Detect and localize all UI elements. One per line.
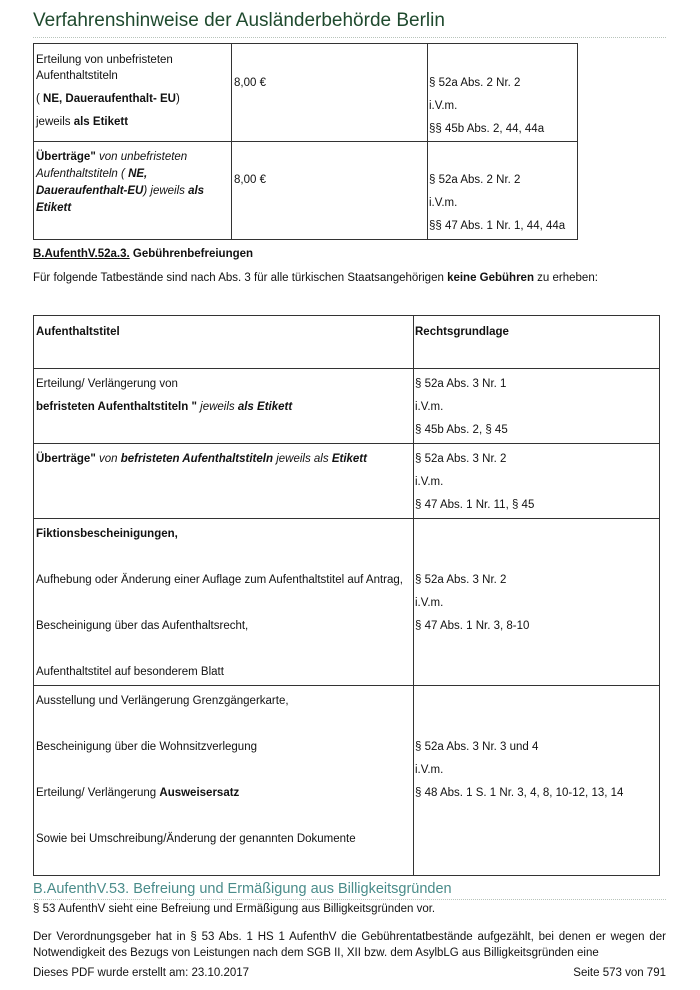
cell-text: Aufhebung oder Änderung einer Auflage zum Aufenthaltstitel auf Antrag,	[36, 574, 403, 586]
header-divider	[33, 37, 666, 38]
cell-text: befristeten Aufenthaltstiteln " jeweils als Etikett	[36, 401, 293, 413]
column-header	[414, 316, 660, 369]
legal-basis-line: § 52a Abs. 3 Nr. 3 und 4	[415, 741, 539, 753]
cell-text: Überträge" von unbefristeten	[36, 151, 188, 163]
legal-basis-line: i.V.m.	[415, 476, 444, 488]
legal-basis-line: § 48 Abs. 1 S. 1 Nr. 3, 4, 8, 10-12, 13, 14	[415, 787, 624, 799]
page-header-title: Verfahrenshinweise der Ausländerbehörde Berlin	[33, 10, 445, 31]
legal-basis-line: i.V.m.	[415, 597, 444, 609]
legal-basis-line: § 52a Abs. 3 Nr. 2	[415, 574, 507, 586]
table-cell	[34, 686, 414, 876]
legal-basis-line: i.V.m.	[415, 401, 444, 413]
legal-basis-line: i.V.m.	[429, 197, 458, 209]
cell-text: Erteilung/ Verlängerung Ausweisersatz	[36, 787, 240, 799]
table-row	[34, 444, 660, 519]
fee-cell	[232, 44, 428, 142]
cell-text: Aufenthaltstiteln ( NE,	[36, 168, 148, 180]
table-row	[34, 519, 660, 686]
section-heading: B.AufenthV.52a.3. Gebührenbefreiungen	[33, 248, 254, 260]
table-row	[34, 686, 660, 876]
cell-text: Aufenthaltstitel auf besonderem Blatt	[36, 666, 224, 678]
legal-basis-line: §§ 45b Abs. 2, 44, 44a	[429, 123, 545, 135]
cell-text: Etikett	[36, 202, 72, 214]
table-row	[34, 142, 578, 240]
cell-text: Daueraufenthalt-EU) jeweils als	[36, 185, 205, 197]
footer-page-number: Seite 573 von 791	[573, 967, 666, 979]
table-cell	[34, 44, 232, 142]
legal-basis-cell	[428, 142, 578, 240]
legal-basis-line: § 47 Abs. 1 Nr. 11, § 45	[415, 499, 535, 511]
cell-text: ( NE, Daueraufenthalt- EU)	[36, 93, 180, 105]
legal-basis-line: § 52a Abs. 3 Nr. 2	[415, 453, 507, 465]
subsection-heading: B.AufenthV.53. Befreiung und Ermäßigung aus Billigkeitsgründen	[33, 881, 452, 897]
legal-basis-line: i.V.m.	[429, 100, 458, 112]
legal-basis-line: § 52a Abs. 2 Nr. 2	[429, 77, 521, 89]
paragraph: § 53 AufenthV sieht eine Befreiung und Ermäßigung aus Billigkeitsgründen vor.	[33, 903, 436, 915]
table-cell	[34, 444, 414, 519]
footer-created-date: Dieses PDF wurde erstellt am: 23.10.2017	[33, 967, 250, 979]
table-row	[34, 369, 660, 444]
cell-text: Überträge" von befristeten Aufenthaltstiteln jeweils als Etikett	[36, 453, 367, 465]
table-cell	[34, 142, 232, 240]
column-header-label: Aufenthaltstitel	[36, 326, 120, 338]
legal-basis-line: § 52a Abs. 3 Nr. 1	[415, 378, 507, 390]
legal-basis-line: § 52a Abs. 2 Nr. 2	[429, 174, 521, 186]
legal-basis-cell	[428, 44, 578, 142]
subsection-divider	[33, 899, 666, 900]
cell-text: Bescheinigung über das Aufenthaltsrecht,	[36, 620, 249, 632]
fee-cell	[232, 142, 428, 240]
cell-text: jeweils als Etikett	[36, 116, 129, 128]
column-header-label: Rechtsgrundlage	[415, 326, 509, 338]
fee-value: 8,00 €	[234, 77, 266, 89]
section-intro: Für folgende Tatbestände sind nach Abs. 3 für alle türkischen Staatsangehörigen keine Gebühren zu erheben:	[33, 272, 598, 284]
table-header-row	[34, 316, 660, 369]
legal-basis-line: § 45b Abs. 2, § 45	[415, 424, 508, 436]
cell-text: Ausstellung und Verlängerung Grenzgängerkarte,	[36, 695, 289, 707]
legal-basis-cell	[414, 369, 660, 444]
table-cell	[34, 519, 414, 686]
cell-text: Aufenthaltstiteln	[36, 70, 118, 82]
legal-basis-line: § 47 Abs. 1 Nr. 3, 8-10	[415, 620, 530, 632]
fee-value: 8,00 €	[234, 174, 266, 186]
column-header	[34, 316, 414, 369]
paragraph: Der Verordnungsgeber hat in § 53 Abs. 1 HS 1 AufenthV die Gebührentatbestände aufgezählt, bei denen er wegen der Notwendigkeit des Bezugs von Leistungen nach dem SGB II, XII bzw. dem AsylbLG aus Billigkeitsgründen eine	[33, 931, 666, 959]
table-row	[34, 44, 578, 142]
legal-basis-cell	[414, 686, 660, 876]
cell-text: Sowie bei Umschreibung/Änderung der genannten Dokumente	[36, 833, 356, 845]
cell-text: Erteilung von unbefristeten	[36, 54, 173, 66]
cell-text: Erteilung/ Verlängerung von	[36, 378, 178, 390]
cell-text: Bescheinigung über die Wohnsitzverlegung	[36, 741, 257, 753]
legal-basis-cell	[414, 519, 660, 686]
legal-basis-cell	[414, 444, 660, 519]
fees-table	[33, 43, 578, 240]
exemptions-table	[33, 315, 660, 876]
legal-basis-line: i.V.m.	[415, 764, 444, 776]
table-cell	[34, 369, 414, 444]
cell-text: Fiktionsbescheinigungen,	[36, 528, 178, 540]
legal-basis-line: §§ 47 Abs. 1 Nr. 1, 44, 44a	[429, 220, 566, 232]
